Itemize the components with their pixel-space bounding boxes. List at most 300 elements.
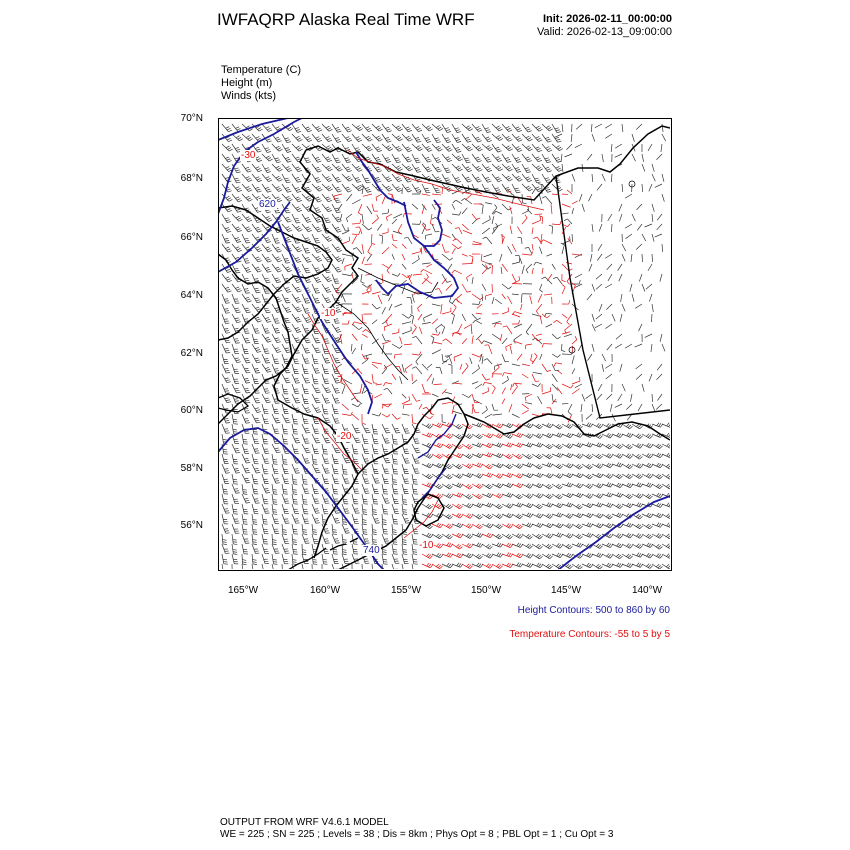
wind-barb-flag	[234, 328, 238, 329]
wind-barb-flag	[269, 159, 272, 161]
wind-barb-flag	[540, 506, 543, 509]
wind-barb-flag	[336, 139, 340, 140]
wind-barb-flag	[580, 475, 583, 478]
wind-barb	[522, 434, 530, 438]
wind-barb	[342, 224, 346, 231]
wind-barb	[322, 354, 326, 363]
wind-barb	[625, 234, 632, 239]
wind-barb-flag	[647, 543, 649, 546]
wind-barb	[382, 368, 387, 374]
wind-barb-flag	[528, 495, 531, 498]
wind-barb-flag	[385, 340, 389, 341]
wind-barb-flag	[448, 564, 451, 567]
wind-barb-flag	[599, 503, 601, 506]
wind-barb	[607, 344, 612, 350]
wind-barb	[352, 348, 356, 354]
wind-barb-flag	[479, 170, 483, 172]
wind-barb-flag	[457, 483, 459, 486]
wind-barb	[632, 544, 640, 548]
wind-barb-flag	[344, 458, 348, 459]
wind-barb-flag	[256, 360, 260, 361]
wind-barb-flag	[326, 146, 329, 148]
wind-barb-flag	[408, 130, 412, 132]
wind-barb-flag	[279, 149, 283, 151]
wind-barb	[222, 544, 225, 553]
wind-barb-flag	[446, 146, 450, 148]
wind-barb-flag	[236, 320, 240, 321]
wind-barb-flag	[650, 455, 653, 458]
wind-barb-flag	[667, 433, 670, 436]
wind-barb-flag	[620, 514, 622, 517]
wind-barb	[485, 414, 492, 418]
wind-barb	[474, 400, 482, 404]
wind-barb	[492, 334, 500, 339]
wind-barb-flag	[357, 181, 361, 182]
wind-barb-flag	[295, 258, 299, 259]
wind-barb-flag	[608, 454, 611, 457]
wind-barb-flag	[373, 514, 377, 515]
wind-barb-flag	[588, 485, 591, 488]
wind-barb	[590, 254, 592, 262]
wind-barb-flag	[298, 200, 302, 202]
wind-barb-flag	[538, 160, 542, 162]
wind-barb	[605, 254, 612, 258]
wind-barb-flag	[306, 207, 310, 209]
wind-barb-flag	[586, 484, 589, 487]
wind-barb	[222, 304, 226, 313]
wind-barb-flag	[428, 161, 432, 162]
wind-barb-flag	[648, 464, 651, 467]
wind-barb	[432, 124, 440, 131]
wind-barb-flag	[518, 495, 521, 498]
wind-barb	[332, 484, 334, 494]
wind-barb-flag	[580, 526, 583, 529]
wind-barb-flag	[296, 243, 300, 244]
wind-barb-flag	[520, 496, 523, 499]
wind-barb-flag	[638, 475, 641, 478]
wind-barb	[362, 360, 368, 364]
wind-barb-flag	[639, 503, 641, 506]
wind-barb-flag	[304, 299, 308, 300]
wind-barb-flag	[226, 146, 229, 148]
wind-barb-flag	[500, 455, 503, 458]
wind-barb-flag	[495, 188, 499, 189]
wind-barb	[402, 264, 406, 269]
wind-barb	[362, 484, 365, 493]
wind-barb-flag	[294, 218, 298, 219]
wind-barb-flag	[305, 350, 309, 351]
wind-barb	[532, 434, 540, 438]
wind-barb-flag	[307, 321, 311, 322]
wind-barb-flag	[398, 190, 402, 192]
wind-barb-flag	[266, 196, 270, 198]
wind-barb	[562, 240, 570, 244]
wind-barb-flag	[235, 341, 239, 342]
wind-barb	[332, 454, 335, 464]
wind-barb	[351, 344, 352, 351]
wind-barb-flag	[526, 483, 529, 486]
wind-barb-flag	[305, 338, 309, 339]
wind-barb-flag	[486, 146, 489, 148]
wind-barb-flag	[599, 443, 601, 446]
wind-barb-flag	[417, 432, 421, 433]
wind-barb-flag	[326, 197, 330, 199]
wind-barb-flag	[428, 170, 432, 172]
wind-barb-flag	[480, 564, 482, 567]
wind-barb-flag	[276, 280, 280, 281]
wind-barb-flag	[316, 410, 320, 411]
wind-barb-flag	[435, 188, 439, 189]
wind-barb-flag	[295, 408, 299, 409]
wind-barb-flag	[277, 178, 281, 180]
wind-barb-flag	[497, 443, 499, 446]
wind-barb-flag	[313, 560, 317, 561]
wind-barb	[422, 424, 430, 428]
wind-barb-flag	[233, 540, 237, 541]
wind-barb-flag	[557, 161, 561, 162]
wind-barb-flag	[516, 494, 519, 497]
wind-barb-flag	[277, 188, 281, 190]
wind-barb	[352, 444, 354, 454]
wind-barb-flag	[450, 486, 453, 489]
wind-barb-flag	[540, 565, 543, 568]
wind-barb-flag	[570, 535, 573, 538]
wind-barb	[402, 514, 406, 523]
wind-barb	[512, 294, 519, 295]
wind-barb-flag	[610, 544, 612, 547]
wind-barb	[282, 354, 285, 364]
wind-barb-flag	[527, 172, 531, 173]
wind-barb-flag	[238, 290, 242, 292]
wind-barb	[620, 364, 622, 372]
wind-barb-flag	[306, 303, 310, 304]
wind-barb	[342, 484, 346, 493]
wind-barb	[302, 524, 303, 534]
wind-barb-flag	[237, 241, 241, 242]
wind-barb-flag	[304, 328, 308, 329]
wind-barb-flag	[408, 161, 412, 162]
wind-barb-flag	[246, 413, 250, 414]
wind-barb	[232, 514, 235, 523]
wind-barb-flag	[470, 505, 473, 508]
wind-barb-flag	[306, 160, 310, 161]
wind-barb	[422, 144, 429, 152]
wind-barb	[312, 374, 314, 384]
wind-barb-flag	[238, 250, 242, 252]
wind-barb-flag	[626, 424, 629, 427]
wind-barb-flag	[455, 138, 459, 139]
wind-barb	[372, 320, 377, 324]
wind-barb-flag	[570, 445, 573, 448]
wind-barb	[592, 314, 594, 322]
wind-barb-flag	[475, 177, 479, 178]
wind-barb-flag	[357, 442, 361, 443]
wind-barb-flag	[403, 542, 407, 543]
wind-barb-flag	[363, 514, 367, 515]
wind-barb-flag	[277, 162, 281, 163]
wind-barb-flag	[598, 554, 600, 557]
wind-barb-flag	[578, 525, 581, 528]
wind-barb-flag	[314, 289, 318, 290]
wind-barb-flag	[484, 359, 488, 361]
wind-barb	[592, 344, 594, 352]
wind-barb-flag	[507, 483, 509, 486]
wind-barb-flag	[329, 180, 333, 182]
wind-barb-flag	[424, 188, 428, 189]
wind-barb-flag	[285, 348, 289, 349]
wind-barb-flag	[296, 136, 300, 138]
wind-barb-flag	[490, 516, 493, 519]
wind-barb-flag	[498, 167, 501, 169]
wind-barb-flag	[296, 289, 300, 290]
wind-barb-flag	[578, 484, 581, 487]
wind-barb-flag	[596, 464, 599, 467]
wind-barb-flag	[306, 240, 310, 241]
wind-barb	[272, 554, 274, 564]
wind-barb-flag	[436, 160, 440, 161]
wind-barb-flag	[467, 192, 471, 193]
wind-barb	[605, 364, 612, 368]
wind-barb-flag	[316, 279, 320, 280]
wind-barb-flag	[479, 130, 483, 132]
wind-barb	[615, 344, 622, 348]
wind-barb	[322, 494, 325, 503]
wind-barb	[625, 194, 632, 198]
wind-barb	[462, 314, 466, 321]
wind-barb-flag	[428, 444, 431, 447]
wind-barb-flag	[257, 259, 261, 261]
wind-barb-flag	[648, 444, 651, 447]
wind-barb-flag	[578, 535, 581, 538]
wind-barb-flag	[267, 151, 271, 152]
wind-barb-flag	[558, 524, 561, 527]
wind-barb-flag	[446, 157, 450, 159]
wind-barb-flag	[336, 179, 340, 180]
wind-barb-flag	[226, 127, 230, 129]
wind-barb-flag	[474, 188, 478, 189]
wind-barb-flag	[627, 533, 630, 536]
wind-barb-flag	[338, 131, 342, 132]
wind-barb	[626, 404, 632, 410]
wind-barb	[605, 124, 612, 128]
wind-barb-flag	[516, 159, 520, 160]
wind-barb-flag	[255, 237, 259, 239]
wind-barb	[636, 364, 642, 369]
wind-barb	[332, 464, 334, 474]
wind-barb	[542, 144, 548, 152]
wind-barb-flag	[403, 552, 407, 553]
wind-barb-flag	[548, 445, 551, 448]
wind-barb-flag	[436, 140, 440, 141]
wind-barb-flag	[408, 316, 411, 319]
wind-barb-flag	[468, 435, 471, 438]
wind-barb	[262, 564, 264, 571]
wind-barb-flag	[327, 128, 331, 130]
wind-barb-flag	[257, 319, 261, 320]
wind-barb-flag	[245, 297, 249, 298]
wind-barb-flag	[490, 555, 493, 558]
wind-barb-flag	[386, 139, 390, 140]
wind-barb	[636, 244, 642, 249]
wind-barb-flag	[375, 147, 379, 149]
wind-barb-flag	[510, 515, 513, 518]
wind-barb-flag	[417, 128, 421, 130]
wind-barb-flag	[275, 137, 279, 138]
wind-barb-flag	[346, 462, 350, 463]
wind-barb-flag	[317, 181, 321, 182]
wind-barb-flag	[550, 435, 553, 438]
wind-barb-flag	[538, 455, 541, 458]
wind-barb	[575, 284, 582, 288]
wind-barb-flag	[245, 268, 249, 269]
wind-barb	[292, 484, 293, 494]
wind-barb	[533, 372, 542, 374]
wind-barb-flag	[326, 403, 330, 404]
wind-barb-flag	[286, 372, 290, 373]
wind-barb	[472, 474, 480, 478]
wind-barb-flag	[297, 249, 301, 251]
wind-barb-flag	[234, 339, 238, 340]
wind-barb-flag	[285, 378, 289, 379]
wind-barb-flag	[590, 486, 593, 489]
wind-barb-flag	[468, 535, 471, 538]
wind-barb-flag	[235, 178, 239, 179]
wind-barb-flag	[430, 526, 433, 529]
wind-barb-flag	[669, 466, 672, 469]
wind-barb-flag	[448, 494, 451, 497]
wind-barb-flag	[556, 543, 559, 546]
wind-barb	[561, 154, 562, 162]
wind-barb-flag	[610, 465, 613, 468]
wind-barb-flag	[264, 359, 268, 360]
wind-barb-flag	[458, 484, 460, 487]
wind-barb-flag	[426, 146, 430, 148]
wind-barb-flag	[286, 196, 290, 198]
wind-barb-flag	[296, 222, 300, 223]
wind-barb-flag	[659, 547, 662, 550]
wind-barb	[526, 324, 532, 332]
wind-barb-flag	[347, 162, 351, 163]
wind-barb-flag	[520, 516, 523, 519]
wind-barb	[332, 414, 336, 423]
wind-barb	[416, 367, 422, 374]
wind-barb-flag	[509, 140, 513, 142]
wind-barb-flag	[361, 282, 365, 284]
wind-barb-flag	[415, 448, 419, 449]
wind-barb	[361, 274, 362, 282]
wind-barb-flag	[500, 465, 503, 468]
wind-barb-flag	[545, 167, 549, 168]
wind-barb-flag	[657, 523, 659, 526]
wind-barb-flag	[284, 259, 288, 260]
wind-barb-flag	[337, 189, 341, 190]
wind-barb	[312, 284, 316, 293]
wind-barb-flag	[480, 534, 482, 537]
wind-barb-flag	[286, 167, 290, 169]
wind-barb-flag	[377, 149, 381, 151]
wind-barb-flag	[486, 544, 489, 547]
wind-barb	[367, 254, 372, 261]
wind-barb	[352, 494, 354, 504]
wind-barb	[582, 204, 584, 212]
wind-barb-flag	[657, 423, 659, 426]
wind-barb	[302, 134, 308, 142]
wind-barb	[432, 394, 438, 397]
wind-barb-flag	[440, 486, 443, 489]
wind-barb-flag	[578, 474, 581, 477]
wind-barb-flag	[245, 460, 249, 461]
wind-barb-flag	[336, 309, 340, 310]
wind-barb-flag	[275, 210, 279, 211]
wind-barb-flag	[568, 545, 571, 548]
wind-barb-flag	[530, 505, 533, 508]
wind-barb-flag	[476, 554, 479, 557]
wind-barb	[262, 214, 269, 222]
wind-barb-flag	[540, 485, 543, 488]
wind-barb	[392, 219, 397, 224]
wind-barb-flag	[243, 494, 247, 495]
wind-barb-flag	[497, 158, 501, 160]
wind-barb-flag	[668, 485, 671, 488]
wind-barb	[657, 224, 662, 230]
wind-barb-flag	[315, 301, 319, 302]
wind-barb-flag	[316, 350, 320, 351]
wind-barb-flag	[561, 350, 565, 351]
wind-barb	[402, 484, 405, 494]
wind-barb	[532, 494, 540, 498]
wind-barb-flag	[426, 126, 429, 128]
wind-barb-flag	[295, 247, 299, 249]
wind-barb-flag	[527, 159, 531, 161]
wind-barb	[412, 454, 416, 463]
wind-barb	[292, 504, 295, 514]
wind-barb	[252, 484, 254, 494]
wind-barb-flag	[255, 348, 259, 349]
wind-barb-flag	[244, 368, 248, 369]
wind-barb	[482, 356, 483, 364]
wind-barb	[602, 434, 610, 438]
wind-barb-flag	[265, 337, 269, 338]
wind-barb	[606, 394, 612, 400]
wind-barb-flag	[314, 338, 318, 339]
wind-barb-flag	[456, 166, 459, 168]
wind-barb-flag	[640, 495, 643, 498]
wind-barb	[412, 294, 414, 302]
wind-barb-flag	[487, 503, 489, 506]
wind-barb-flag	[317, 281, 321, 282]
wind-barb-flag	[246, 342, 250, 343]
wind-barb-flag	[627, 483, 630, 486]
wind-barb	[571, 134, 572, 142]
wind-barb-flag	[639, 457, 642, 460]
wind-barb-flag	[338, 191, 342, 192]
wind-barb	[602, 474, 610, 478]
wind-barb	[642, 384, 644, 392]
wind-barb	[565, 154, 572, 157]
wind-barb-flag	[353, 248, 357, 250]
wind-barb	[485, 203, 492, 204]
wind-barb-flag	[297, 309, 301, 311]
wind-barb	[272, 354, 275, 364]
wind-barb	[372, 534, 373, 544]
wind-barb-flag	[646, 453, 649, 456]
wind-barb-flag	[293, 544, 297, 545]
wind-barb-flag	[317, 352, 321, 353]
wind-barb-flag	[489, 503, 491, 506]
wind-barb	[322, 124, 329, 131]
wind-barb-flag	[275, 338, 279, 339]
wind-barb-flag	[304, 248, 308, 249]
